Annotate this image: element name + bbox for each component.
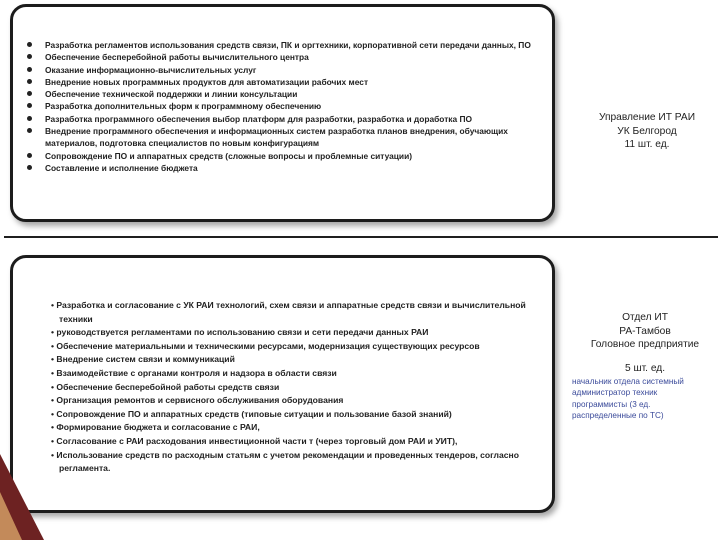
staff-breakdown-note: начальник отдела системный администратор техник программисты (3 ед. распределенные по ТС) <box>572 377 684 421</box>
list-item: • Обеспечение бесперебойной работы средств связи <box>51 381 551 395</box>
list-item: Разработка регламентов использования средств связи, ПК и оргтехники, корпоративной сети передачи данных, ПО <box>25 39 545 51</box>
section-divider <box>4 236 718 238</box>
list-item: Обеспечение бесперебойной работы вычислительного центра <box>25 51 545 63</box>
top-responsibilities-list <box>25 39 545 174</box>
list-item: Разработка дополнительных форм к программному обеспечению <box>25 100 545 112</box>
bottom-responsibilities-box <box>10 255 555 513</box>
department-location: УК Белгород <box>617 125 677 137</box>
list-item: • Организация ремонтов и сервисного обслуживания оборудования <box>51 394 551 408</box>
staff-count: 11 шт. ед. <box>624 139 670 150</box>
department-role: Головное предприятие <box>590 339 700 350</box>
bottom-department-caption <box>572 311 718 375</box>
list-item: • Разработка и согласование с УК РАИ технологий, схем связи и аппаратные средств связи и вычислительной техники <box>51 299 551 326</box>
list-item: • Взаимодействие с органами контроля и надзора в области связи <box>51 367 551 381</box>
top-responsibilities-box <box>10 4 555 222</box>
list-item: Внедрение программного обеспечения и информационных систем разработка планов внедрения, обучающих материалов, подготовка специалистов по новым конфигурациям <box>25 125 545 150</box>
list-item: • Согласование с РАИ расходования инвестиционной части т (через торговый дом РАИ и УИТ), <box>51 435 551 449</box>
list-item: Внедрение новых программных продуктов для автоматизации рабочих мест <box>25 76 545 88</box>
list-item: Составление и исполнение бюджета <box>25 162 545 174</box>
list-item: Сопровождение ПО и аппаратных средств (сложные вопросы и проблемные ситуации) <box>25 150 545 162</box>
top-department-caption <box>578 111 716 152</box>
list-item: • руководствуется регламентами по использованию связи и сети передачи данных РАИ <box>51 326 551 340</box>
list-item: • Сопровождение ПО и аппаратных средств (типовые ситуации и пользование базой знаний) <box>51 408 551 422</box>
staff-count: 5 шт. ед. <box>624 362 666 374</box>
department-name: Отдел ИТ <box>622 312 668 323</box>
list-item: • Обеспечение материальными и техническими ресурсами, модернизация существующих ресурсов <box>51 340 551 354</box>
list-item: • Формирование бюджета и согласование с РАИ, <box>51 421 551 435</box>
department-name: Управление ИТ РАИ <box>598 112 696 123</box>
department-location: РА-Тамбов <box>619 325 671 337</box>
bottom-responsibilities-list <box>51 299 551 476</box>
list-item: Обеспечение технической поддержки и линии консультации <box>25 88 545 100</box>
list-item: Разработка программного обеспечения выбор платформ для разработки, разработка и доработка ПО <box>25 113 545 125</box>
list-item: • Использование средств по расходным статьям с учетом рекомендации и проведенных тендеров, согласно регламента. <box>51 449 551 476</box>
list-item: Оказание информационно-вычислительных услуг <box>25 64 545 76</box>
corner-decoration-accent <box>0 492 22 540</box>
list-item: • Внедрение систем связи и коммуникаций <box>51 353 551 367</box>
